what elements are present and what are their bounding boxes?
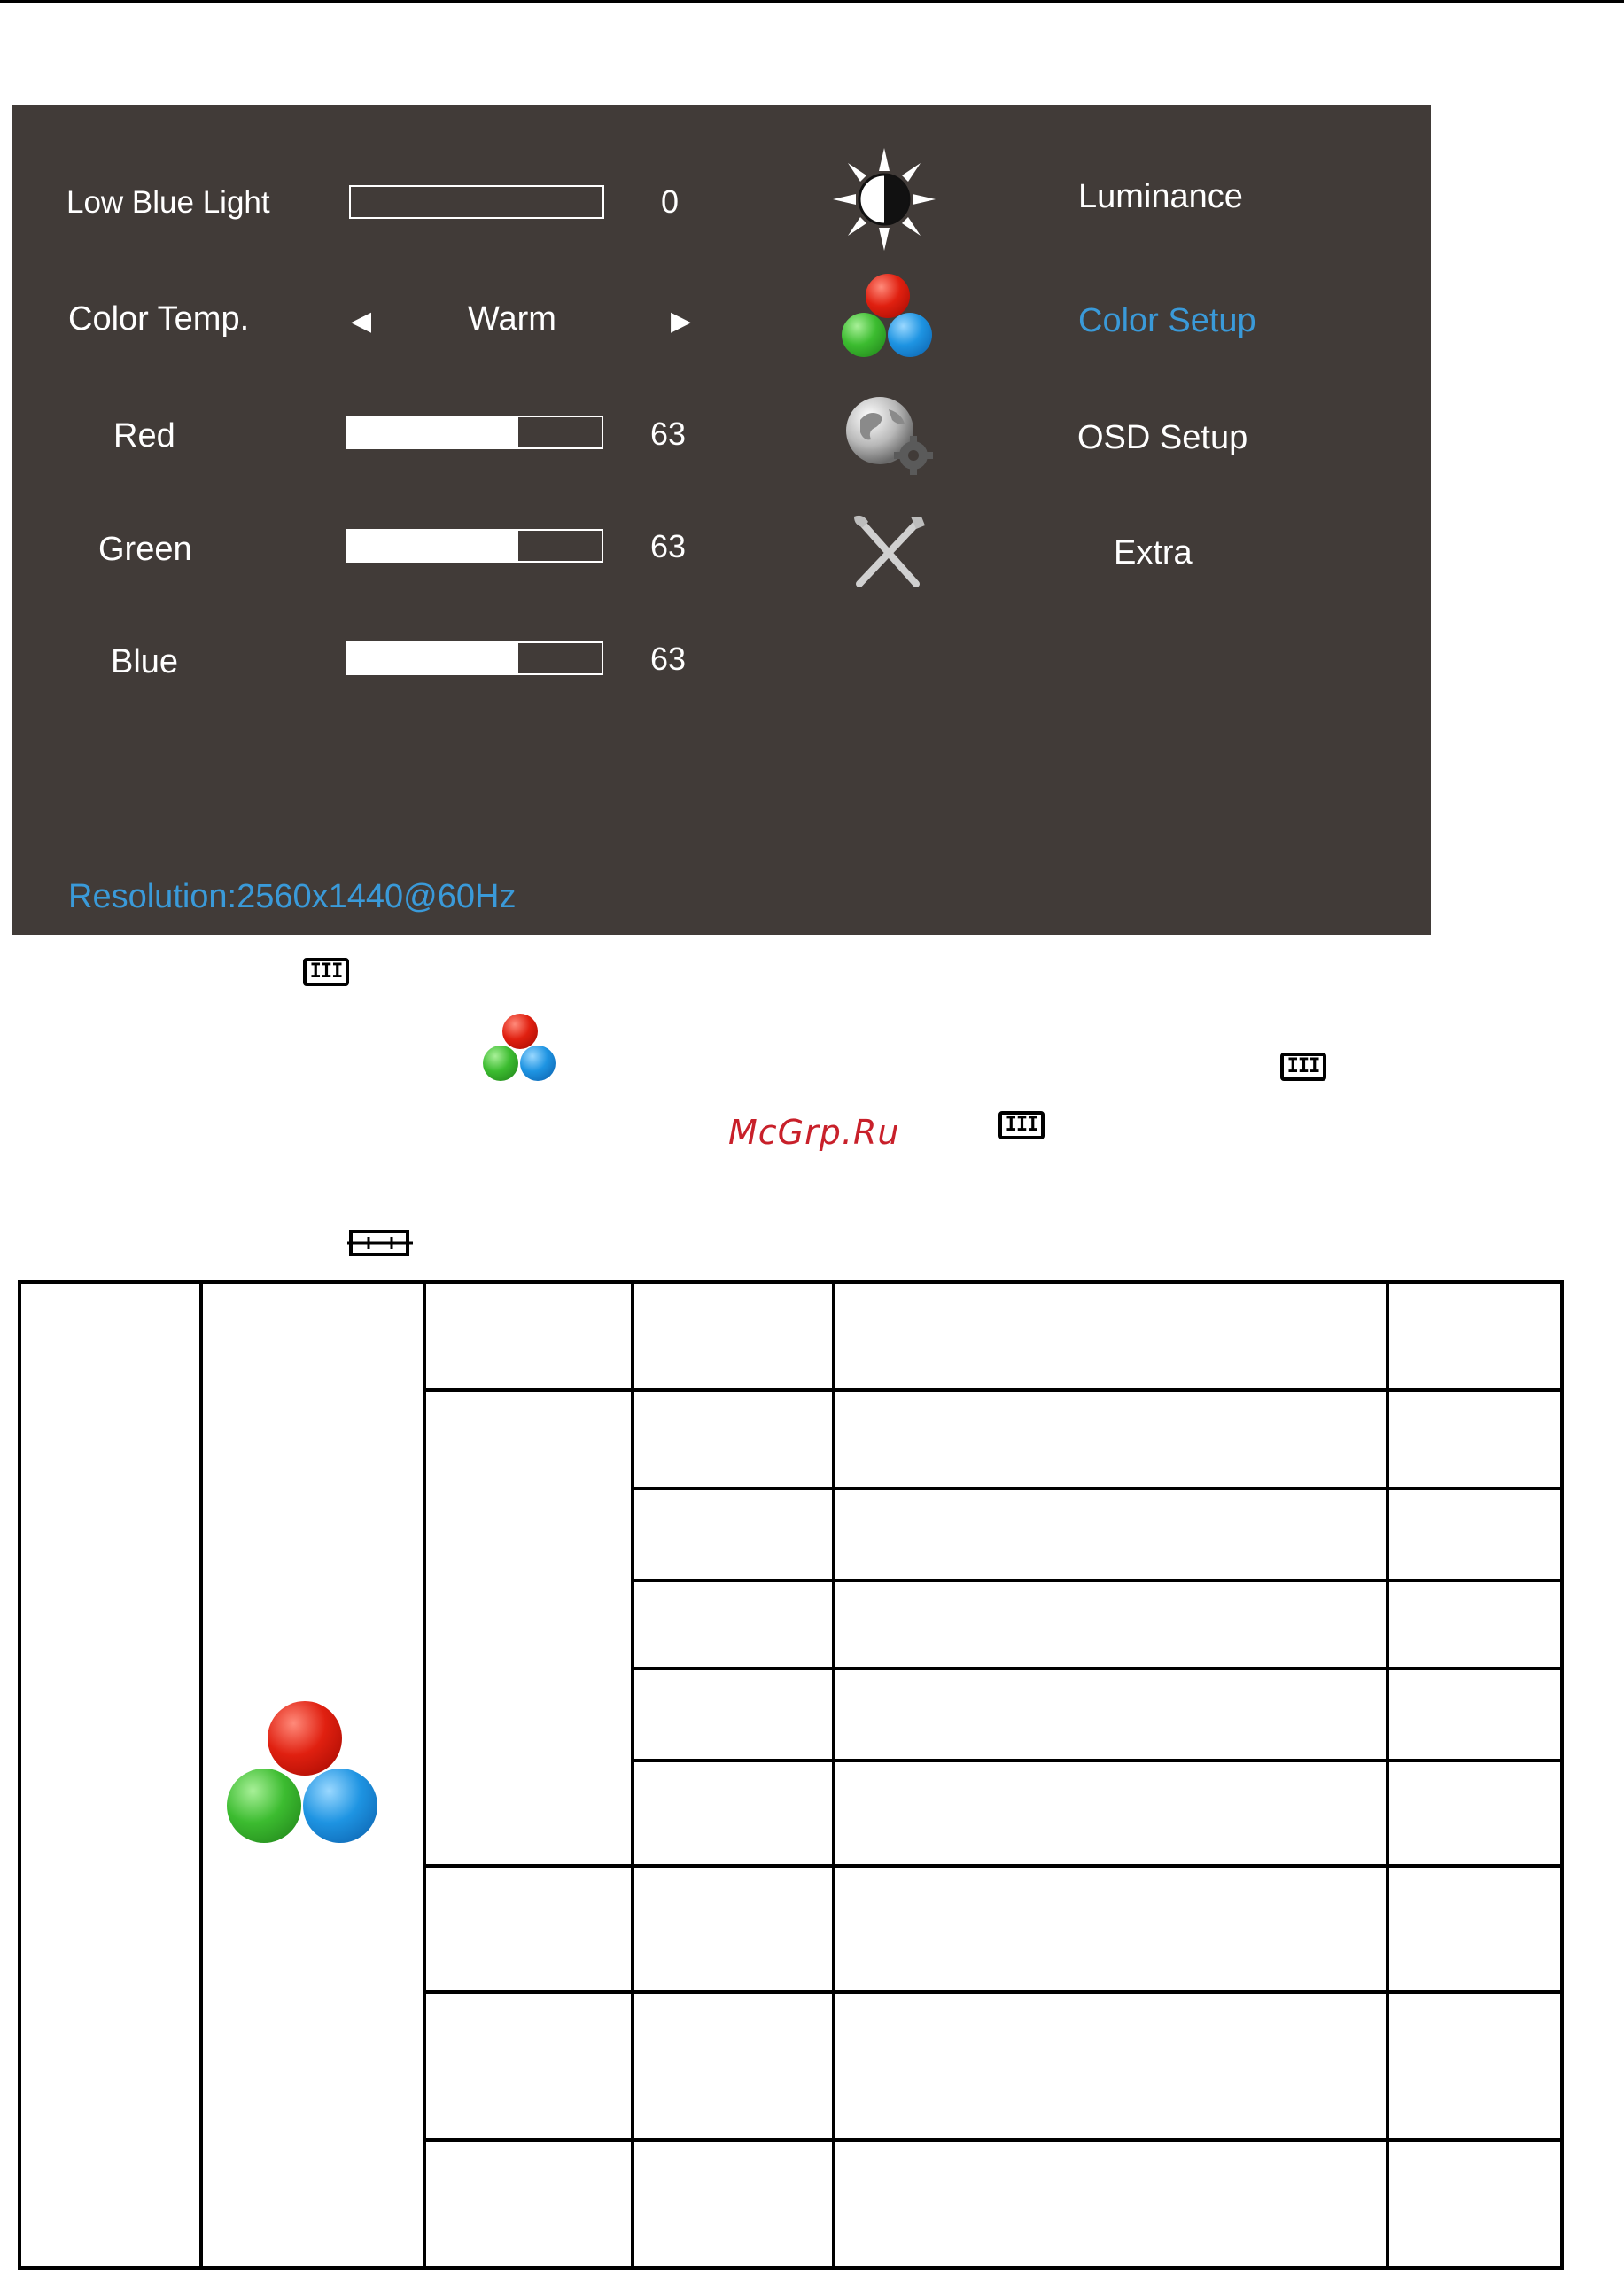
menu-item-extra[interactable]: Extra xyxy=(1114,534,1193,571)
green-slider[interactable] xyxy=(346,529,603,563)
low-blue-light-slider[interactable] xyxy=(349,185,604,219)
globe-gear-icon[interactable] xyxy=(844,395,937,475)
green-value: 63 xyxy=(650,528,687,564)
color-temp-right-arrow[interactable]: ▶ xyxy=(671,307,692,336)
setting-label-color-temp: Color Temp. xyxy=(68,300,250,338)
color-temp-value: Warm xyxy=(468,300,556,338)
green-slider-fill xyxy=(348,531,518,561)
menu-key-icon: III xyxy=(998,1111,1045,1139)
menu-item-luminance[interactable]: Luminance xyxy=(1078,178,1243,215)
red-value: 63 xyxy=(650,416,687,452)
rgb-balls-icon[interactable] xyxy=(840,274,937,359)
menu-item-osd-setup[interactable]: OSD Setup xyxy=(1077,419,1248,456)
color-temp-left-arrow[interactable]: ◀ xyxy=(351,307,372,336)
setting-label-green: Green xyxy=(98,531,192,568)
top-rule xyxy=(0,0,1624,3)
rgb-balls-icon xyxy=(225,1701,381,1846)
low-blue-light-value: 0 xyxy=(661,183,680,220)
tools-icon[interactable] xyxy=(849,513,929,593)
watermark: McGrp.Ru xyxy=(728,1113,900,1152)
blue-value: 63 xyxy=(650,641,687,677)
left-right-key-icon xyxy=(347,1226,413,1258)
menu-item-color-setup[interactable]: Color Setup xyxy=(1078,302,1256,339)
sun-contrast-icon[interactable] xyxy=(831,146,937,253)
blue-slider[interactable] xyxy=(346,641,603,675)
red-slider-fill xyxy=(348,417,518,447)
red-slider[interactable] xyxy=(346,416,603,449)
resolution-readout: Resolution:2560x1440@60Hz xyxy=(68,878,517,915)
menu-key-icon: III xyxy=(1280,1053,1326,1081)
setting-label-red: Red xyxy=(113,417,175,455)
osd-panel xyxy=(12,105,1431,935)
rgb-balls-icon xyxy=(481,1014,559,1083)
setting-label-blue: Blue xyxy=(111,643,179,680)
blue-slider-fill xyxy=(348,643,518,673)
setting-label-low-blue-light: Low Blue Light xyxy=(66,185,270,220)
menu-key-icon: III xyxy=(303,958,349,986)
